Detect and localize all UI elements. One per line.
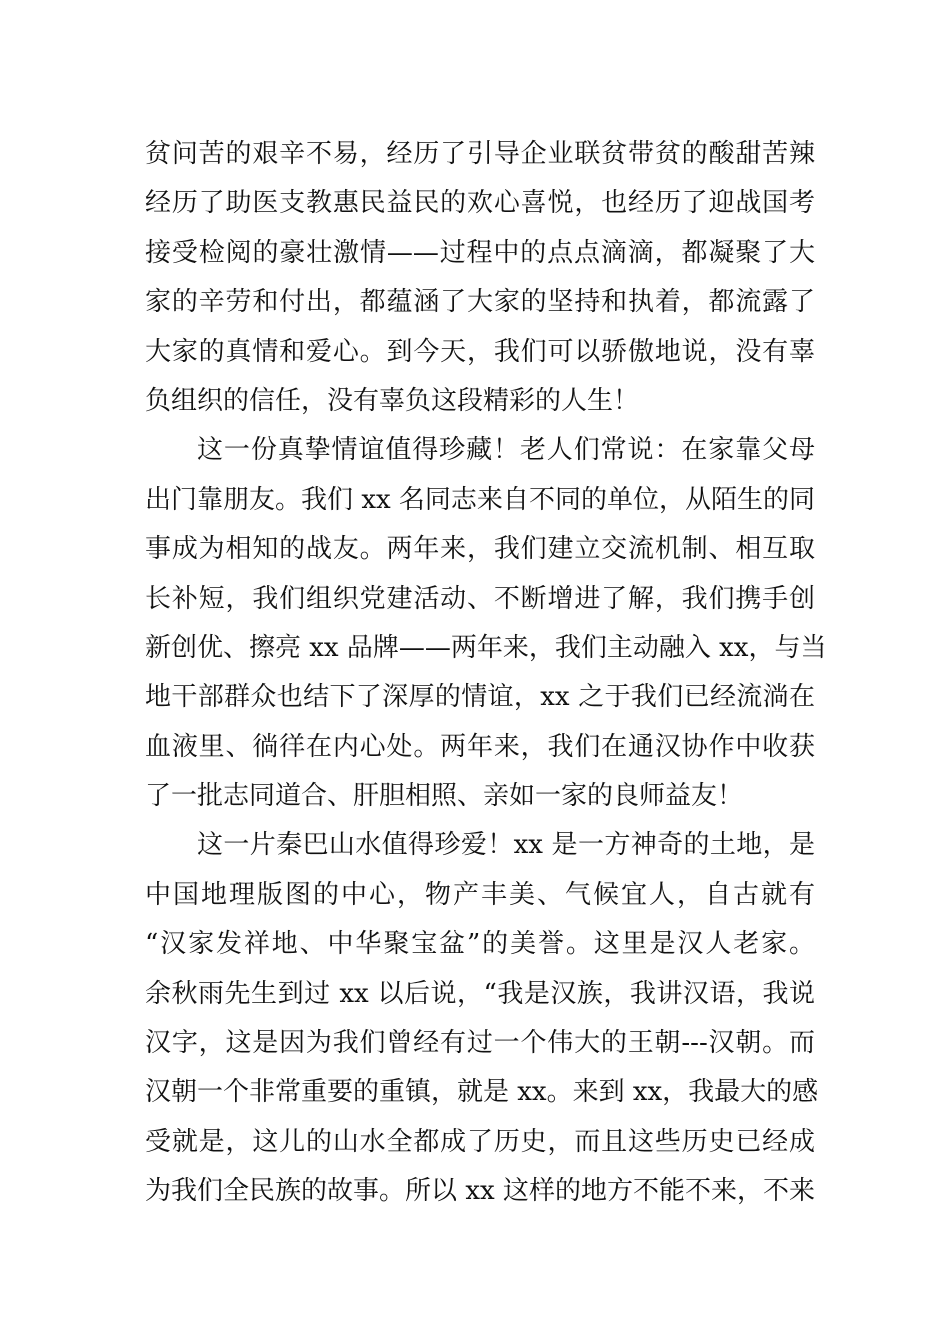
text-line: 经历了助医支教惠民益民的欢心喜悦，也经历了迎战国考	[145, 188, 815, 219]
text-line: 新创优、擦亮 xx 品牌——两年来，我们主动融入 xx，与当	[145, 632, 827, 663]
text-line: 受就是，这儿的山水全都成了历史，而且这些历史已经成	[145, 1126, 815, 1157]
text-line: 这一份真挚情谊值得珍藏！老人们常说：在家靠父母	[197, 435, 815, 466]
text-line: 汉字，这是因为我们曾经有过一个伟大的王朝---汉朝。而	[145, 1028, 815, 1059]
text-line: 接受检阅的豪壮激情——过程中的点点滴滴，都凝聚了大	[145, 237, 815, 268]
text-line: 出门靠朋友。我们 xx 名同志来自不同的单位，从陌生的同	[145, 484, 815, 515]
text-line: 汉朝一个非常重要的重镇，就是 xx。来到 xx，我最大的感	[145, 1077, 819, 1108]
body-text	[145, 130, 827, 1217]
text-line: 长补短，我们组织党建活动、不断增进了解，我们携手创	[145, 583, 815, 614]
text-line: 余秋雨先生到过 xx 以后说，“我是汉族，我讲汉语，我说	[145, 978, 815, 1009]
text-line: 贫问苦的艰辛不易，经历了引导企业联贫带贫的酸甜苦辣	[145, 139, 815, 169]
text-line: 血液里、徜徉在内心处。两年来，我们在通汉协作中收获	[145, 731, 815, 762]
text-line: 这一片秦巴山水值得珍爱！xx 是一方神奇的土地，是	[197, 830, 815, 861]
text-line: 为我们全民族的故事。所以 xx 这样的地方不能不来，不来	[145, 1176, 815, 1207]
text-line: 了一批志同道合、肝胆相照、亲如一家的良师益友！	[145, 781, 744, 812]
text-line: 大家的真情和爱心。到今天，我们可以骄傲地说，没有辜	[145, 336, 815, 367]
text-line: 家的辛劳和付出，都蕴涵了大家的坚持和执着，都流露了	[145, 287, 815, 318]
text-line: 中国地理版图的中心，物产丰美、气候宜人，自古就有	[145, 879, 815, 910]
text-line: 地干部群众也结下了深厚的情谊，xx 之于我们已经流淌在	[145, 682, 815, 713]
text-line: “汉家发祥地、中华聚宝盆”的美誉。这里是汉人老家。	[145, 929, 815, 960]
text-line: 事成为相知的战友。两年来，我们建立交流机制、相互取	[145, 534, 815, 565]
text-line: 负组织的信任，没有辜负这段精彩的人生！	[145, 385, 640, 416]
